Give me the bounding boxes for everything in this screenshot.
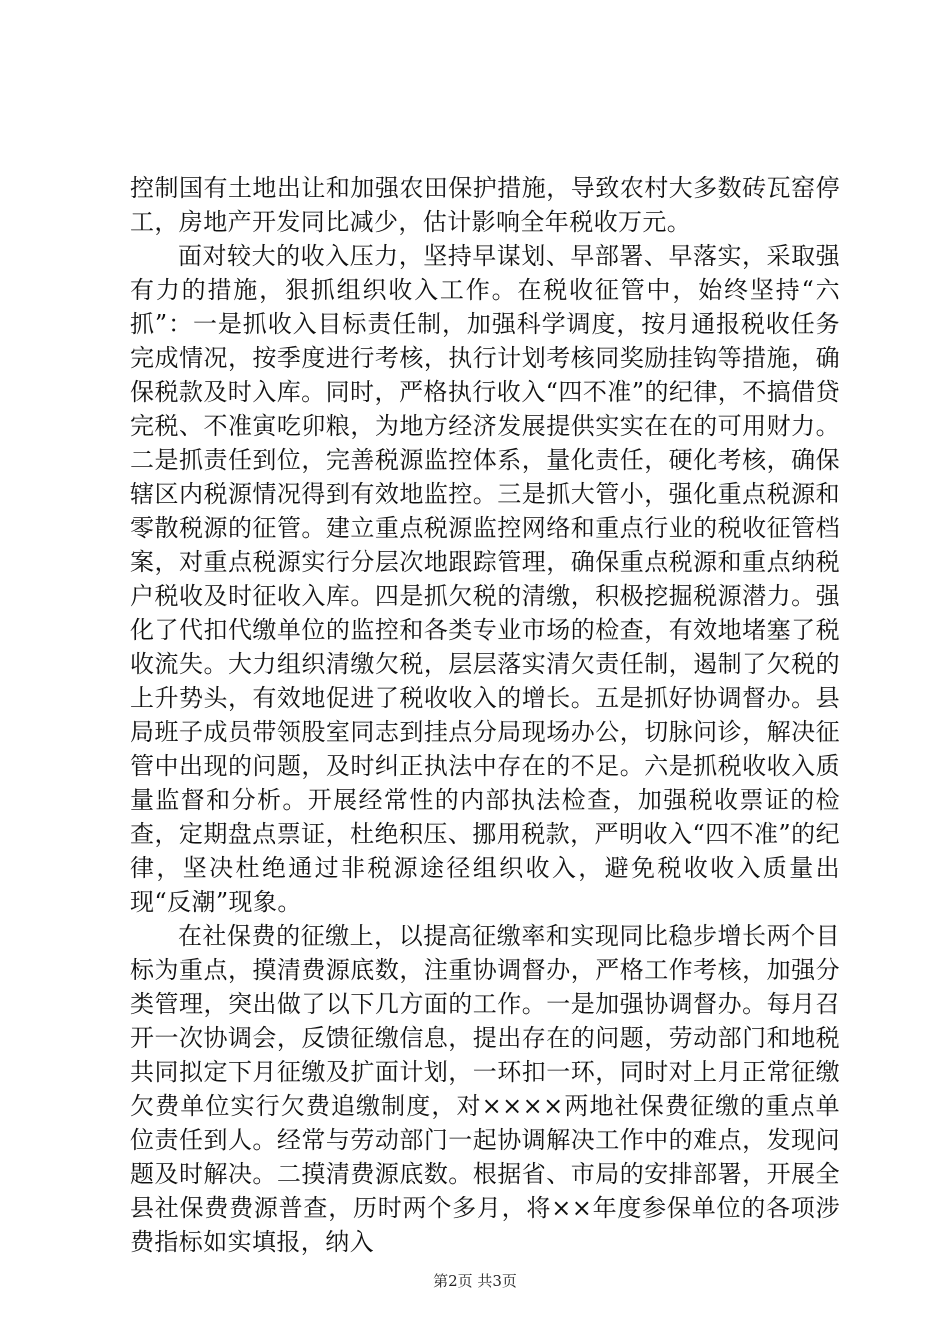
document-body (130, 171, 840, 1259)
page-number-label: 第2页 共3页 (433, 1272, 517, 1290)
page-footer (0, 1271, 950, 1291)
paragraph-2: 面对较大的收入压力，坚持早谋划、早部署、早落实，采取强有力的措施，狠抓组织收入工作。在税收征管中，始终坚持“六抓”：一是抓收入目标责任制，加强科学调度，按月通报税收任务完成情况，按季度进行考核，执行计划考核同奖励挂钩等措施，确保税款及时入库。同时，严格执行收入“四不准”的纪律，不搞借贷完税、不准寅吃卯粮，为地方经济发展提供实实在在的可用财力。二是抓责任到位，完善税源监控体系，量化责任，硬化考核，确保辖区内税源情况得到有效地监控。三是抓大管小，强化重点税源和零散税源的征管。建立重点税源监控网络和重点行业的税收征管档案，对重点税源实行分层次地跟踪管理，确保重点税源和重点纳税户税收及时征收入库。四是抓欠税的清缴，积极挖掘税源潜力。强化了代扣代缴单位的监控和各类专业市场的检查，有效地堵塞了税收流失。大力组织清缴欠税，层层落实清欠责任制，遏制了欠税的上升势头，有效地促进了税收收入的增长。五是抓好协调督办。县局班子成员带领股室同志到挂点分局现场办公，切脉问诊，解决征管中出现的问题，及时纠正执法中存在的不足。六是抓税收收入质量监督和分析。开展经常性的内部执法检查，加强税收票证的检查，定期盘点票证，杜绝积压、挪用税款，严明收入“四不准”的纪律，坚决杜绝通过非税源途径组织收入，避免税收收入质量出现“反潮”现象。 (130, 242, 840, 916)
paragraph-3: 在社保费的征缴上，以提高征缴率和实现同比稳步增长两个目标为重点，摸清费源底数，注重协调督办，严格工作考核，加强分类管理，突出做了以下几方面的工作。一是加强协调督办。每月召开一次协调会，反馈征缴信息，提出存在的问题，劳动部门和地税共同拟定下月征缴及扩面计划，一环扣一环，同时对上月正常征缴欠费单位实行欠费追缴制度，对××××两地社保费征缴的重点单位责任到人。经常与劳动部门一起协调解决工作中的难点，发现问题及时解决。二摸清费源底数。根据省、市局的安排部署，开展全县社保费费源普查，历时两个多月，将××年度参保单位的各项涉费指标如实填报，纳入 (130, 922, 840, 1256)
paragraph-1: 控制国有土地出让和加强农田保护措施，导致农村大多数砖瓦窑停工，房地产开发同比减少，估计影响全年税收万元。 (130, 174, 840, 236)
